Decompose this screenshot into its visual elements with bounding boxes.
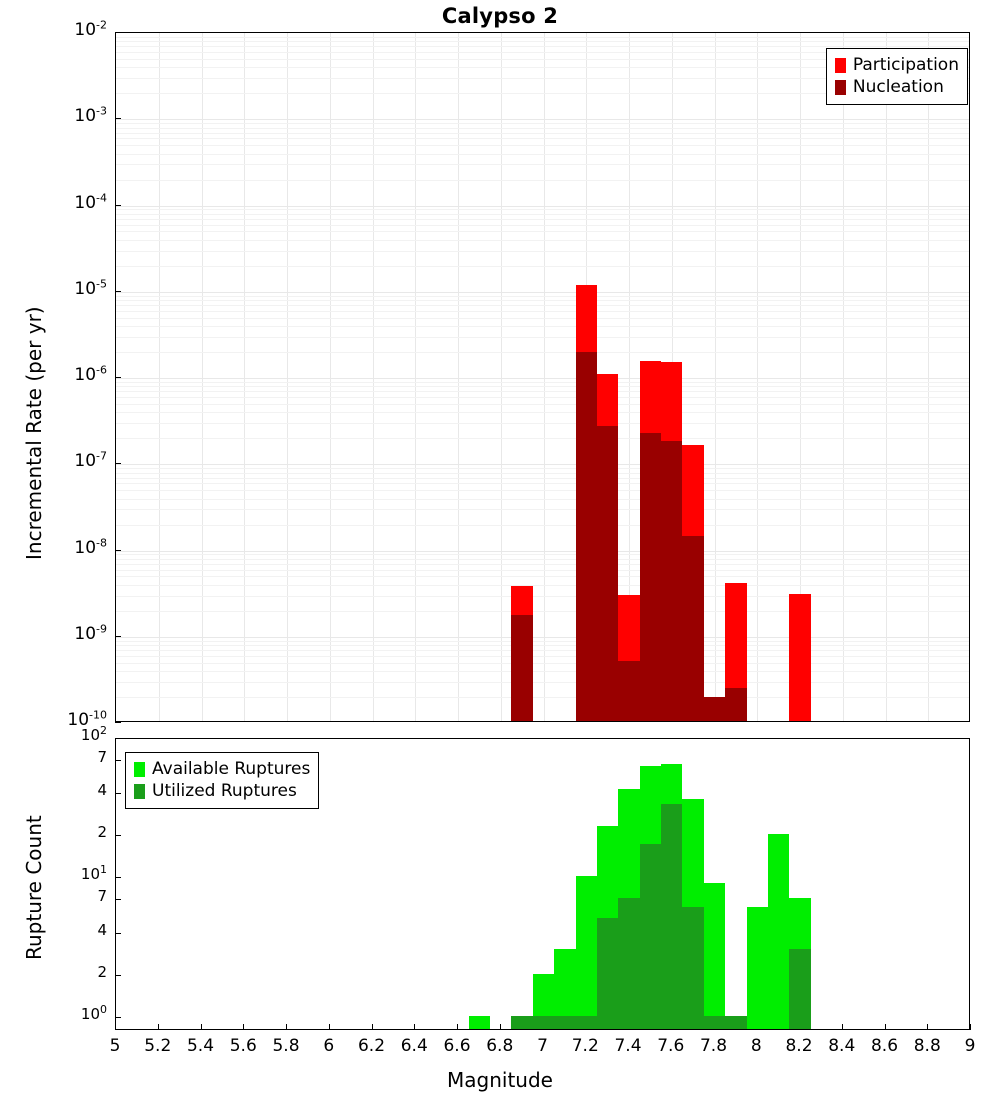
x-tick-label: 8.4 [828,1036,856,1056]
bar-incremental-rate-nucleation [640,433,661,721]
x-tick-label: 7 [537,1036,548,1056]
gridline-horizontal [116,499,969,500]
y-tick-mark [115,463,121,464]
gridline-horizontal [116,266,969,267]
x-tick-mark [414,1024,415,1030]
x-tick-mark [115,1024,116,1030]
y-tick-mark [115,835,121,836]
bar-rupture-count-utilized-ruptures [576,1016,597,1029]
y-tick-mark [115,738,121,739]
bar-rupture-count-available-ruptures [576,876,597,1029]
bar-rupture-count-available-ruptures [768,834,789,1029]
bar-rupture-count-utilized-ruptures [597,918,618,1029]
gridline-horizontal [116,682,969,683]
gridline-horizontal [116,650,969,651]
x-tick-mark [329,1024,330,1030]
gridline-horizontal [116,128,969,129]
gridline-horizontal [116,412,969,413]
y-tick-mark [115,550,121,551]
y-tick-label: $10^1$ [80,863,107,884]
y-tick-mark [115,899,121,900]
gridline-vertical [287,33,288,721]
gridline-horizontal [116,464,969,465]
gridline-horizontal [116,154,969,155]
x-tick-mark [970,1024,971,1030]
y-tick-mark [115,722,121,723]
y-axis-title-bottom: Rupture Count [22,815,46,960]
gridline-vertical [202,33,203,721]
x-tick-label: 7.6 [657,1036,685,1056]
y-tick-mark [115,1017,121,1018]
gridline-vertical [244,33,245,721]
bar-incremental-rate-participation [789,594,810,721]
gridline-horizontal [116,585,969,586]
gridline-vertical [159,33,160,721]
gridline-horizontal [116,663,969,664]
x-tick-label: 5.4 [186,1036,215,1056]
gridline-horizontal [116,386,969,387]
gridline-horizontal [116,292,969,293]
legend-top-item [835,76,959,98]
gridline-horizontal [116,656,969,657]
y-tick-label: $10^{-7}$ [74,449,107,472]
bar-rupture-count-utilized-ruptures [533,1016,554,1029]
gridline-horizontal [116,596,969,597]
gridline-horizontal [116,219,969,220]
y-tick-label: 4 [97,781,107,800]
incremental-rate-plot [115,32,970,722]
gridline-horizontal [116,525,969,526]
x-tick-label: 5.6 [229,1036,257,1056]
gridline-vertical [757,33,758,721]
x-tick-label: 8.2 [785,1036,813,1056]
legend-top-item [835,54,959,76]
gridline-vertical [330,33,331,721]
x-tick-mark [457,1024,458,1030]
gridline-horizontal [116,551,969,552]
gridline-horizontal [116,296,969,297]
y-tick-mark [115,793,121,794]
y-tick-label: $10^{-4}$ [74,190,107,213]
gridline-horizontal [116,37,969,38]
legend-label: Available Ruptures [152,759,311,779]
x-tick-label: 8.6 [870,1036,899,1056]
gridline-horizontal [116,423,969,424]
bar-rupture-count-available-ruptures [469,1016,490,1029]
gridline-horizontal [116,209,969,210]
legend-label: Utilized Ruptures [152,781,297,801]
bar-rupture-count-utilized-ruptures [682,907,703,1029]
gridline-horizontal [116,641,969,642]
bar-incremental-rate-nucleation [597,426,618,721]
gridline-horizontal [116,337,969,338]
y-tick-label: $10^2$ [80,724,107,744]
y-tick-mark [115,118,121,119]
gridline-horizontal [116,133,969,134]
gridline-horizontal [116,251,969,252]
gridline-horizontal [116,164,969,165]
bar-incremental-rate-nucleation [661,441,682,721]
gridline-horizontal [116,352,969,353]
x-tick-mark [500,1024,501,1030]
bar-rupture-count-utilized-ruptures [554,1016,575,1029]
x-tick-label: 8.8 [913,1036,941,1056]
x-tick-label: 7.2 [571,1036,599,1056]
gridline-vertical [544,33,545,721]
y-tick-mark [115,205,121,206]
x-tick-mark [243,1024,244,1030]
x-tick-label: 6.6 [443,1036,471,1056]
gridline-horizontal [116,119,969,120]
y-tick-mark [115,32,121,33]
x-tick-label: 6.8 [486,1036,514,1056]
x-tick-label: 5.8 [272,1036,300,1056]
x-tick-label: 5 [109,1036,121,1056]
gridline-horizontal [116,697,969,698]
legend-swatch-icon [134,762,145,777]
x-tick-label: 7.4 [614,1036,642,1056]
x-tick-mark [201,1024,202,1030]
bar-incremental-rate-nucleation [618,661,639,721]
y-tick-label: $10^{-2}$ [74,18,107,40]
legend-swatch-icon [835,80,846,95]
y-tick-mark [115,877,121,878]
gridline-horizontal [116,206,969,207]
gridline-vertical [843,33,844,721]
y-tick-label: 7 [97,747,107,766]
legend-label: Participation [852,55,959,75]
gridline-horizontal [116,509,969,510]
gridline-horizontal [116,214,969,215]
gridline-vertical [373,33,374,721]
bar-rupture-count-utilized-ruptures [789,949,810,1029]
y-tick-mark [115,636,121,637]
gridline-horizontal [116,490,969,491]
gridline-horizontal [116,611,969,612]
y-tick-label: $10^{-10}$ [67,708,107,730]
legend-bottom [125,752,319,809]
y-tick-label: $10^{-9}$ [74,622,107,644]
gridline-horizontal [116,391,969,392]
y-tick-label: $10^0$ [80,1002,107,1023]
y-tick-label: $10^{-3}$ [74,104,107,127]
gridline-horizontal [116,180,969,181]
gridline-horizontal [116,468,969,469]
x-tick-label: 5.2 [144,1036,172,1056]
gridline-horizontal [116,41,969,42]
bar-rupture-count-utilized-ruptures [618,898,639,1029]
gridline-horizontal [116,671,969,672]
gridline-horizontal [116,438,969,439]
x-tick-mark [842,1024,843,1030]
gridline-horizontal [116,378,969,379]
legend-bottom-item [134,780,310,802]
bar-incremental-rate-nucleation [682,536,703,721]
y-tick-label: $10^{-8}$ [74,535,107,558]
x-tick-mark [885,1024,886,1030]
gridline-horizontal [116,478,969,479]
gridline-horizontal [116,483,969,484]
gridline-horizontal [116,554,969,555]
gridline-horizontal [116,404,969,405]
bar-rupture-count-utilized-ruptures [725,1016,746,1029]
x-tick-mark [286,1024,287,1030]
gridline-horizontal [116,570,969,571]
gridline-horizontal [116,138,969,139]
y-tick-label: 7 [97,886,107,905]
legend-top [826,48,968,105]
bar-rupture-count-available-ruptures [704,883,725,1029]
y-axis-title-top: Incremental Rate (per yr) [22,306,46,560]
x-tick-label: 7.8 [699,1036,728,1056]
gridline-horizontal [116,311,969,312]
x-tick-mark [158,1024,159,1030]
y-tick-mark [115,975,121,976]
gridline-horizontal [116,123,969,124]
y-tick-label: $10^{-6}$ [74,363,107,385]
y-tick-mark [115,377,121,378]
bar-incremental-rate-nucleation [725,688,746,721]
gridline-vertical [458,33,459,721]
y-tick-mark [115,760,121,761]
legend-swatch-icon [835,58,846,73]
gridline-horizontal [116,305,969,306]
gridline-horizontal [116,318,969,319]
gridline-vertical [886,33,887,721]
bar-incremental-rate-nucleation [576,352,597,721]
y-tick-label: 2 [97,962,107,981]
gridline-horizontal [116,326,969,327]
bar-rupture-count-utilized-ruptures [704,1016,725,1029]
gridline-vertical [715,33,716,721]
legend-label: Nucleation [852,77,944,97]
gridline-horizontal [116,645,969,646]
x-tick-mark [927,1024,928,1030]
y-tick-mark [115,291,121,292]
gridline-horizontal [116,225,969,226]
gridline-horizontal [116,576,969,577]
gridline-horizontal [116,145,969,146]
gridline-horizontal [116,559,969,560]
y-tick-label: $10^{-5}$ [74,277,107,299]
x-tick-mark [372,1024,373,1030]
gridline-vertical [415,33,416,721]
bar-rupture-count-utilized-ruptures [661,804,682,1029]
bar-incremental-rate-nucleation [704,697,725,721]
x-tick-label: 6 [323,1036,335,1056]
bar-rupture-count-utilized-ruptures [511,1016,532,1029]
gridline-horizontal [116,300,969,301]
x-tick-label: 6.4 [400,1036,428,1056]
bar-incremental-rate-nucleation [511,615,532,721]
gridline-horizontal [116,382,969,383]
gridline-horizontal [116,564,969,565]
gridline-horizontal [116,240,969,241]
page-title: Calypso 2 [441,4,559,28]
bar-rupture-count-utilized-ruptures [640,844,661,1029]
x-tick-label: 9 [964,1036,976,1056]
x-tick-label: 6.2 [357,1036,386,1056]
gridline-horizontal [116,397,969,398]
y-tick-mark [115,933,121,934]
x-tick-label: 8 [750,1036,762,1056]
legend-swatch-icon [134,784,145,799]
gridline-vertical [501,33,502,721]
y-tick-label: 4 [97,920,107,939]
gridline-horizontal [116,637,969,638]
bar-rupture-count-available-ruptures [747,907,768,1029]
gridline-horizontal [116,473,969,474]
legend-bottom-item [134,758,310,780]
x-axis-title: Magnitude [447,1068,553,1092]
gridline-horizontal [116,231,969,232]
gridline-vertical [928,33,929,721]
y-tick-label: 2 [97,823,107,842]
